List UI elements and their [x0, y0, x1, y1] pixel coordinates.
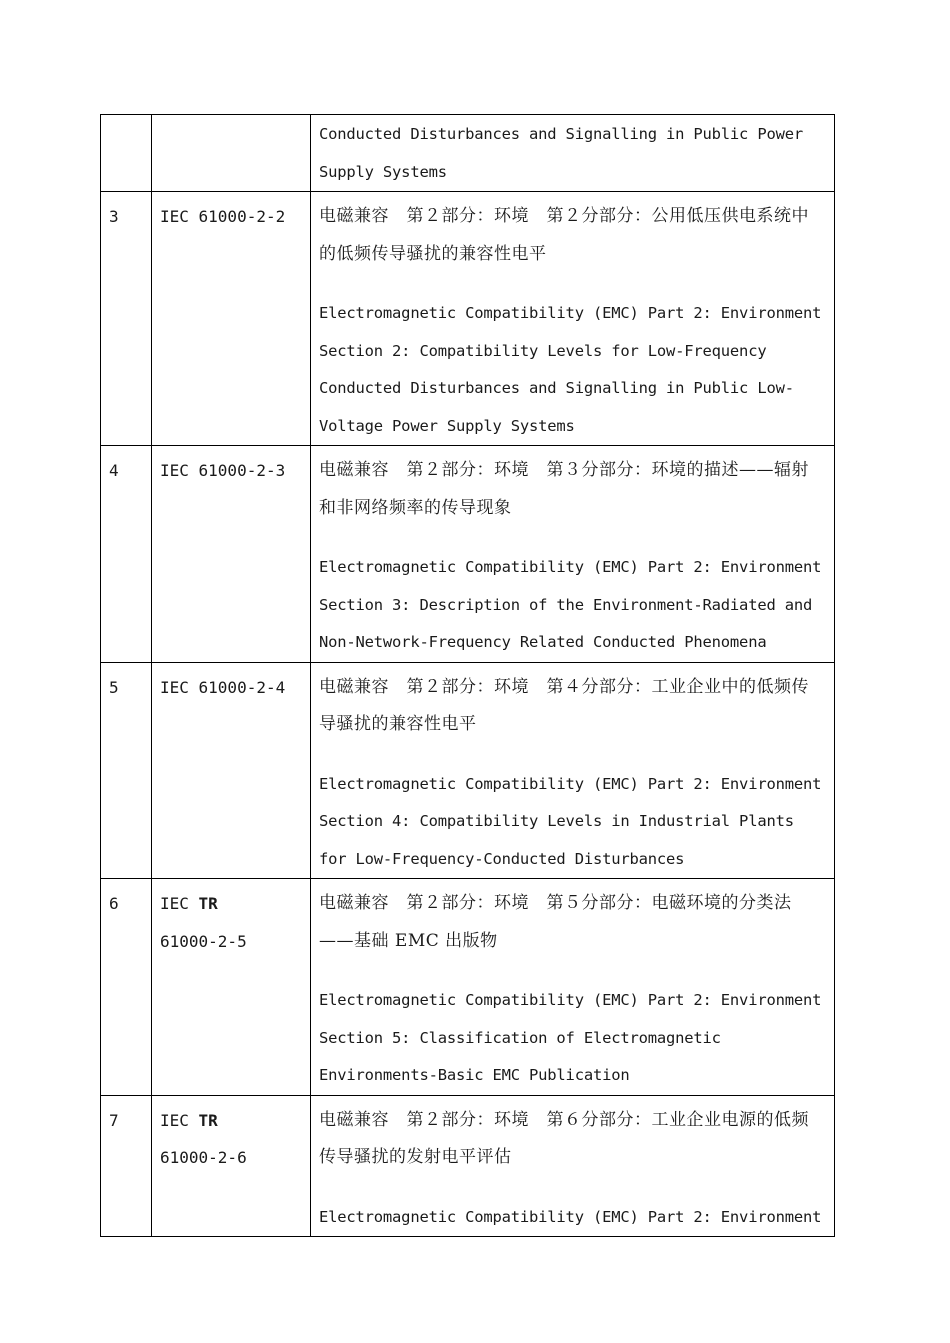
table-row: [101, 192, 835, 446]
code-tr-marker: TR: [198, 894, 218, 913]
row-number: 6: [101, 879, 152, 1096]
code-prefix: IEC: [160, 894, 189, 913]
code-number: 61000-2-6: [160, 1148, 247, 1167]
code-tr-marker: TR: [198, 1110, 218, 1130]
row-number: 4: [101, 446, 152, 663]
table-row: [101, 1095, 835, 1237]
standard-code: [152, 192, 311, 446]
row-number: 3: [101, 192, 152, 446]
table-row: [101, 446, 835, 663]
title-chinese: 电磁兼容 第２部分：环境 第６分部分：工业企业电源的低频传导骚扰的发射电平评估: [319, 1109, 809, 1167]
table-row: [101, 879, 835, 1096]
title-chinese: 电磁兼容 第２部分：环境 第４分部分：工业企业中的低频传导骚扰的兼容性电平: [319, 676, 809, 734]
table-row: [101, 115, 835, 192]
standard-code: [152, 662, 311, 879]
standards-table: [100, 114, 835, 1237]
code-number: 61000-2-5: [160, 931, 247, 951]
standard-title: [311, 662, 835, 879]
code-prefix: IEC 61000-2-3: [160, 461, 286, 480]
code-prefix: IEC 61000-2-2: [160, 207, 286, 226]
standard-code: [152, 1095, 311, 1237]
title-chinese: 电磁兼容 第２部分：环境 第３分部分：环境的描述——辐射和非网络频率的传导现象: [319, 460, 809, 518]
standard-title: [311, 446, 835, 663]
table-row: [101, 662, 835, 879]
title-english: Electromagnetic Compatibility (EMC) Part 2: Environment Section 3: Description of the Environment-Radiated and Non-Network-Frequency Related Conducted Phenomena: [319, 558, 822, 651]
standard-title: [311, 879, 835, 1096]
code-prefix: IEC 61000-2-4: [160, 677, 286, 697]
standard-code: [152, 115, 311, 192]
standard-title: [311, 192, 835, 446]
title-english: Electromagnetic Compatibility (EMC) Part 2: Environment Section 4: Compatibility Levels in Industrial Plants for Low-Frequency-Conducted Disturbances: [319, 774, 822, 868]
standard-code: [152, 446, 311, 663]
title-chinese: 电磁兼容 第２部分：环境 第５分部分：电磁环境的分类法——基础 EMC 出版物: [319, 893, 792, 951]
standard-code: [152, 879, 311, 1096]
title-chinese: 电磁兼容 第２部分：环境 第２分部分：公用低压供电系统中的低频传导骚扰的兼容性电平: [319, 206, 809, 264]
standard-title: [311, 1095, 835, 1237]
code-prefix: IEC: [160, 1110, 189, 1130]
title-english: Conducted Disturbances and Signalling in Public Power Supply Systems: [319, 125, 803, 181]
title-english: Electromagnetic Compatibility (EMC) Part 2: Environment: [319, 1207, 822, 1226]
standard-title: [311, 115, 835, 192]
title-english: Electromagnetic Compatibility (EMC) Part 2: Environment Section 5: Classification of Electromagnetic Environments-Basic EMC Publication: [319, 991, 822, 1084]
title-english: Electromagnetic Compatibility (EMC) Part 2: Environment Section 2: Compatibility Levels for Low-Frequency Conducted Disturbances and Signalling in Public Low-Voltage Power Supply Systems: [319, 304, 822, 435]
row-number: [101, 115, 152, 192]
row-number: 7: [101, 1095, 152, 1237]
row-number: 5: [101, 662, 152, 879]
